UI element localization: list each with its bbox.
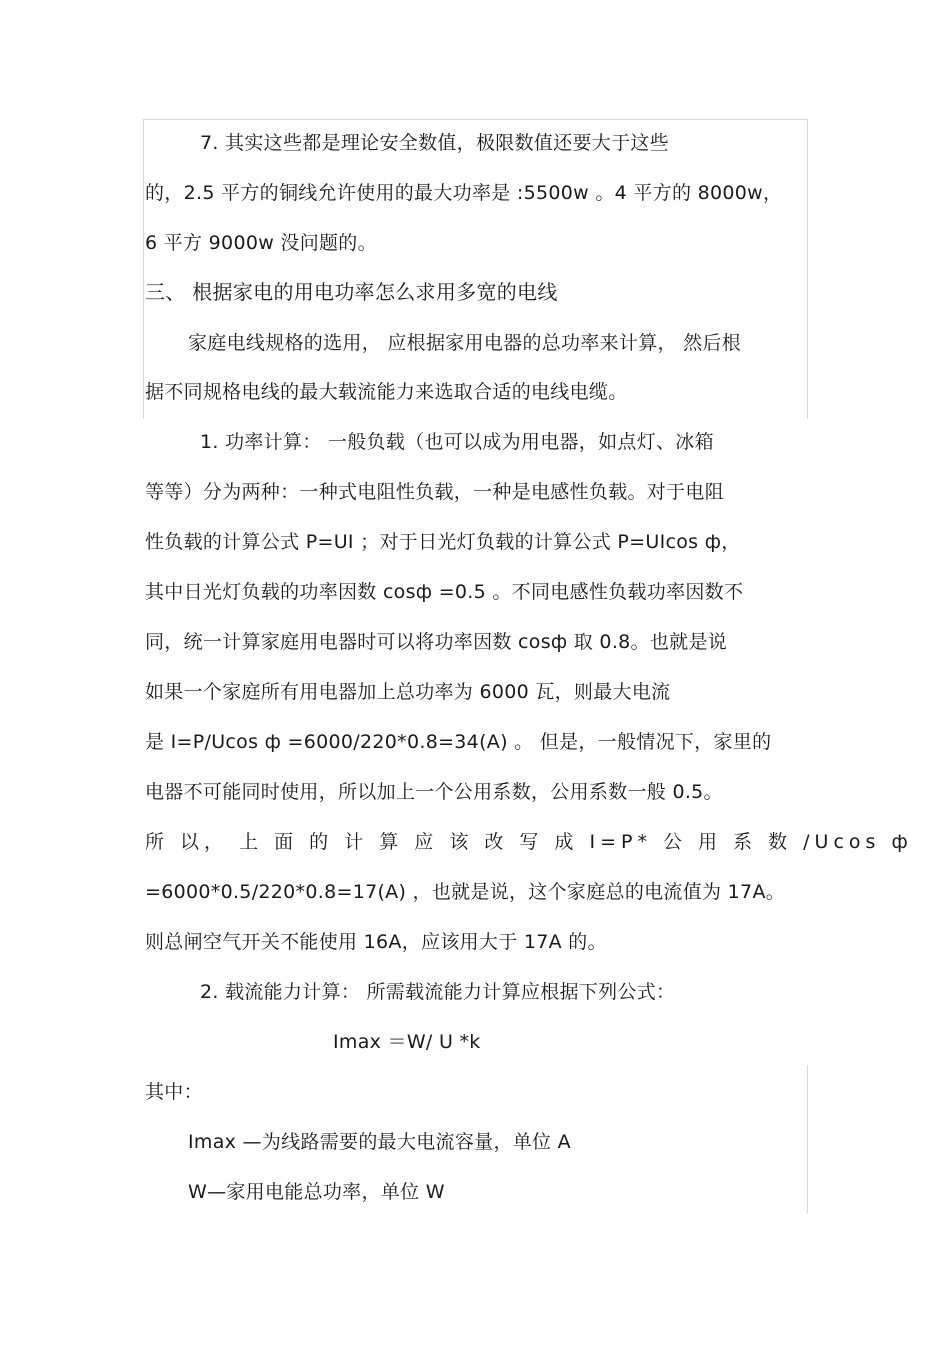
formula: Imax ＝W/ U *k — [333, 1031, 481, 1053]
where-label: 其中： — [145, 1081, 203, 1103]
item1-line5: 同，统一计算家庭用电器时可以将功率因数 cosф 取 0.8。也就是说 — [145, 631, 728, 653]
definition-w: W—家用电能总功率，单位 W — [188, 1181, 445, 1203]
frame-left-line — [143, 119, 144, 419]
item1-line7: 是 I=P/Ucos ф =6000/220*0.8=34(A) 。 但是，一般情况下，家里的 — [145, 731, 772, 753]
intro-line2: 据不同规格电线的最大载流能力来选取合适的电线电缆。 — [145, 381, 628, 403]
definition-imax: Imax —为线路需要的最大电流容量，单位 A — [188, 1131, 571, 1153]
section7-line2: 的，2.5 平方的铜线允许使用的最大功率是 :5500w 。4 平方的 8000w， — [145, 182, 783, 204]
frame-right-line-lower — [807, 1065, 808, 1213]
item1-line4: 其中日光灯负载的功率因数 cosф =0.5 。不同电感性负载功率因数不 — [145, 581, 744, 603]
item1-line11: 则总闸空气开关不能使用 16A，应该用大于 17A 的。 — [145, 931, 607, 953]
section-heading-3: 三、 根据家电的用电功率怎么求用多宽的电线 — [145, 280, 558, 304]
frame-top-line — [143, 119, 808, 120]
section7-line1: 7. 其实这些都是理论安全数值，极限数值还要大于这些 — [200, 132, 669, 154]
item2-line1: 2. 载流能力计算： 所需载流能力计算应根据下列公式： — [200, 981, 676, 1003]
item1-line9: 所 以， 上 面 的 计 算 应 该 改 写 成 I=P* 公 用 系 数 /Ucos ф — [145, 831, 913, 853]
item1-line2: 等等）分为两种：一种式电阻性负载，一种是电感性负载。对于电阻 — [145, 481, 725, 503]
section7-line3: 6 平方 9000w 没问题的。 — [145, 232, 377, 254]
item1-line3: 性负载的计算公式 P=UI ；对于日光灯负载的计算公式 P=UIcos ф， — [145, 531, 741, 553]
item1-line10: =6000*0.5/220*0.8=17(A) ，也就是说，这个家庭总的电流值为 17A。 — [145, 881, 786, 903]
intro-line1: 家庭电线规格的选用， 应根据家用电器的总功率来计算， 然后根 — [188, 332, 742, 354]
item1-line6: 如果一个家庭所有用电器加上总功率为 6000 瓦，则最大电流 — [145, 681, 671, 703]
item1-line1: 1. 功率计算： 一般负载（也可以成为用电器，如点灯、冰箱 — [200, 431, 714, 453]
frame-right-line — [807, 119, 808, 419]
item1-line8: 电器不可能同时使用，所以加上一个公用系数，公用系数一般 0.5。 — [145, 781, 723, 803]
